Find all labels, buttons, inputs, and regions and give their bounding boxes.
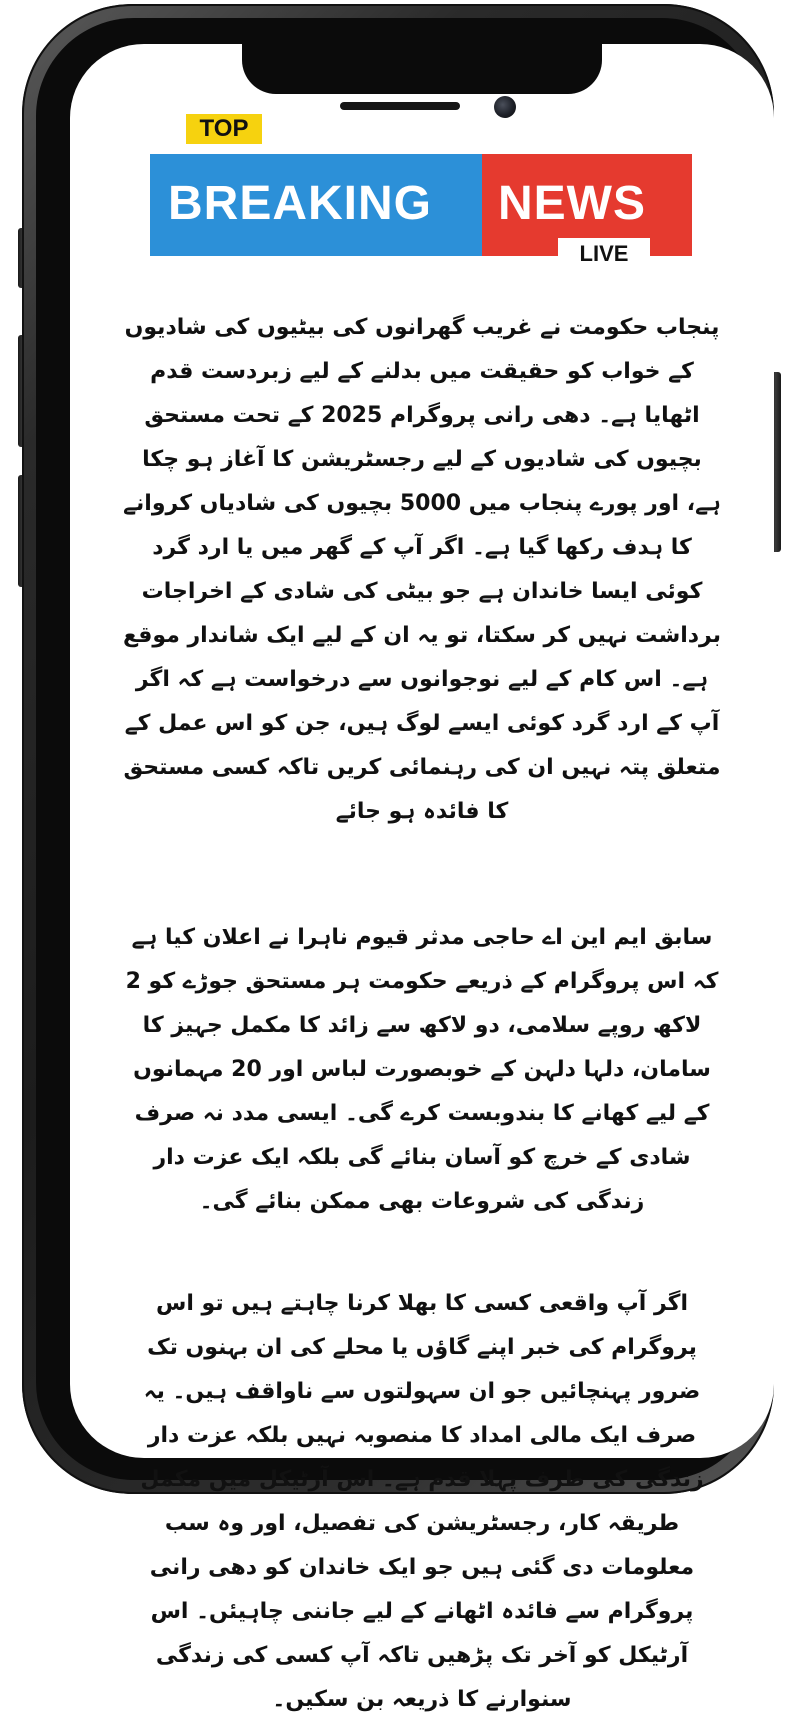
breaking-label: BREAKING xyxy=(168,177,433,230)
breaking-news-banner xyxy=(150,114,692,274)
top-label: TOP xyxy=(186,114,262,144)
article-body xyxy=(122,272,722,1722)
phone-frame xyxy=(22,4,774,1712)
breaking-block xyxy=(150,154,482,256)
live-label: LIVE xyxy=(558,238,650,270)
earpiece-speaker xyxy=(340,102,460,110)
article-paragraph-1: پنجاب حکومت نے غریب گھرانوں کی بیٹیوں کی شادیوں کے خواب کو حقیقت میں بدلنے کے لیے زبردست قدم اٹھایا ہے۔ دھی رانی پروگرام 2025 کے تحت مستحق بچیوں کی شادیوں کے لیے رجسٹریشن کا آغاز ہو چکا ہے، اور پورے پنجاب میں 5000 بچیوں کی شادیاں کروانے کا ہدف رکھا گیا ہے۔ اگر آپ کے گھر میں یا ارد گرد کوئی ایسا خاندان ہے جو بیٹی کی شادی کے اخراجات برداشت نہیں کر سکتا، تو یہ ان کے لیے ایک شاندار موقع ہے۔ اس کام کے لیے نوجوانوں سے درخواست ہے کہ اگر آپ کے ارد گرد کوئی ایسے لوگ ہیں، جن کو اس عمل کے متعلق پتہ نہیں ان کی رہنمائی کریں تاکہ کسی مستحق کا فائدہ ہو جائے xyxy=(123,315,721,824)
notch xyxy=(242,44,602,94)
phone-screen xyxy=(70,44,774,1712)
article-paragraph-3: اگر آپ واقعی کسی کا بھلا کرنا چاہتے ہیں تو اس پروگرام کی خبر اپنے گاؤں یا محلے کی ان بہنوں تک ضرور پہنچائیں جو ان سہولتوں سے ناواقف ہیں۔ یہ صرف ایک مالی امداد کا منصوبہ نہیں بلکہ عزت دار زندگی کی طرف پہلا قدم ہے۔ اس آرٹیکل میں مکمل طریقہ کار، رجسٹریشن کی تفصیل، اور وہ سب معلومات دی گئی ہیں جو ایک خاندان کو دھی رانی پروگرام سے فائدہ اٹھانے کے لیے جاننی چاہیئں۔ اس آرٹیکل کو آخر تک پڑھیں تاکہ آپ کسی کی زندگی سنوارنے کا ذریعہ بن سکیں۔ xyxy=(140,1291,704,1712)
article-paragraph-2: سابق ایم این اے حاجی مدثر قیوم ناہرا نے اعلان کیا ہے کہ اس پروگرام کے ذریعے حکومت ہر مستحق جوڑے کو 2 لاکھ روپے سلامی، دو لاکھ سے زائد کا مکمل جہیز کا سامان، دلہا دلہن کے خوبصورت لباس اور 20 مہمانوں کے لیے کھانے کا بندوبست کرے گی۔ ایسی مدد نہ صرف شادی کے خرچ کو آسان بنائے گی بلکہ ایک عزت دار زندگی کی شروعات بھی ممکن بنائے گی۔ xyxy=(125,925,719,1214)
news-label: NEWS xyxy=(498,177,646,230)
